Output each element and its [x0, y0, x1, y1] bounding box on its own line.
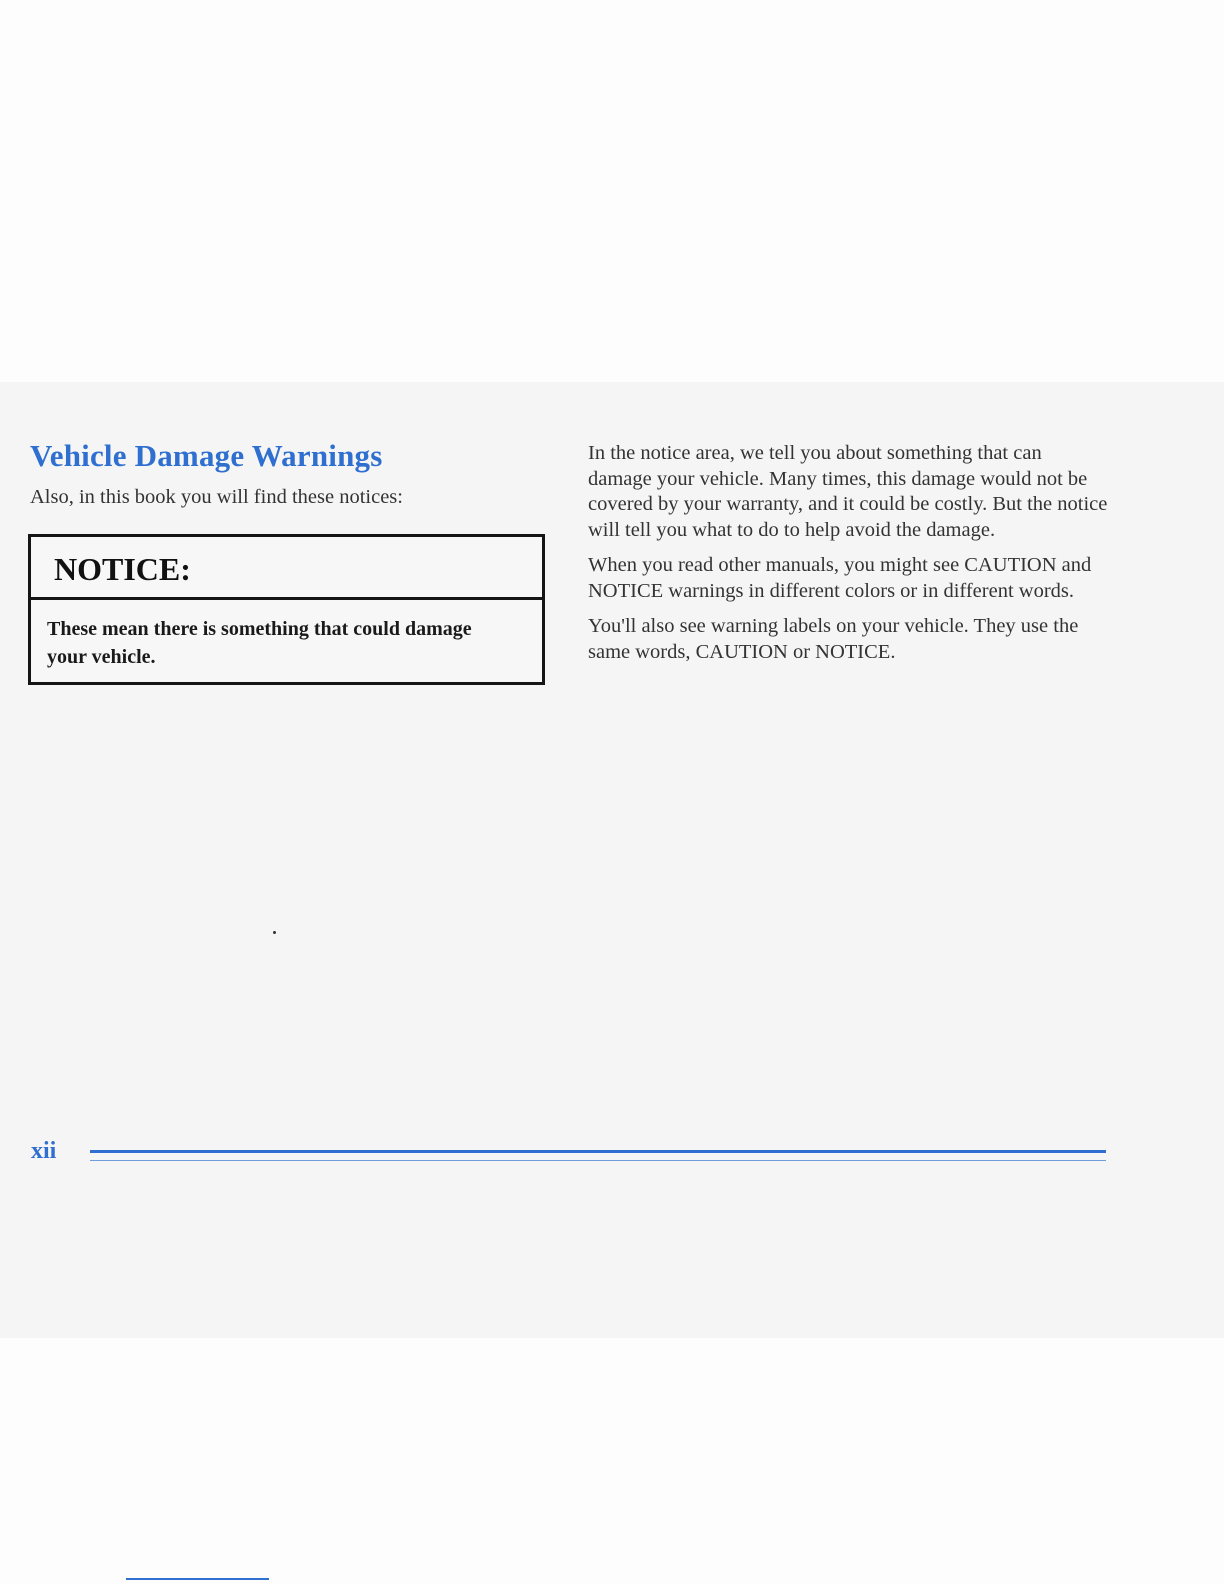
- notice-box: [28, 534, 545, 685]
- paragraph-other-manuals: When you read other manuals, you might see CAUTION and NOTICE warnings in different colors or in different words.: [588, 554, 1092, 602]
- bottom-edge-mark: [126, 1578, 269, 1580]
- stray-dot: [273, 931, 276, 934]
- paragraph-warning-labels: You'll also see warning labels on your vehicle. They use the same words, CAUTION or NOTICE.: [588, 615, 1079, 663]
- notice-body: These mean there is something that could damage your vehicle.: [47, 618, 472, 668]
- footer-rule-thick: [90, 1150, 1106, 1153]
- right-column: [588, 441, 1108, 675]
- paragraph-notice-area: In the notice area, we tell you about something that can damage your vehicle. Many times, this damage would not be covered by your warranty, and it could be costly. But the notice will tell you what to do to help avoid the damage.: [588, 442, 1108, 541]
- intro-text: Also, in this book you will find these notices:: [30, 486, 403, 508]
- notice-heading: NOTICE:: [31, 537, 542, 600]
- footer-rule-thin: [90, 1160, 1106, 1161]
- section-title: Vehicle Damage Warnings: [30, 438, 383, 473]
- page-number: xii: [31, 1138, 57, 1164]
